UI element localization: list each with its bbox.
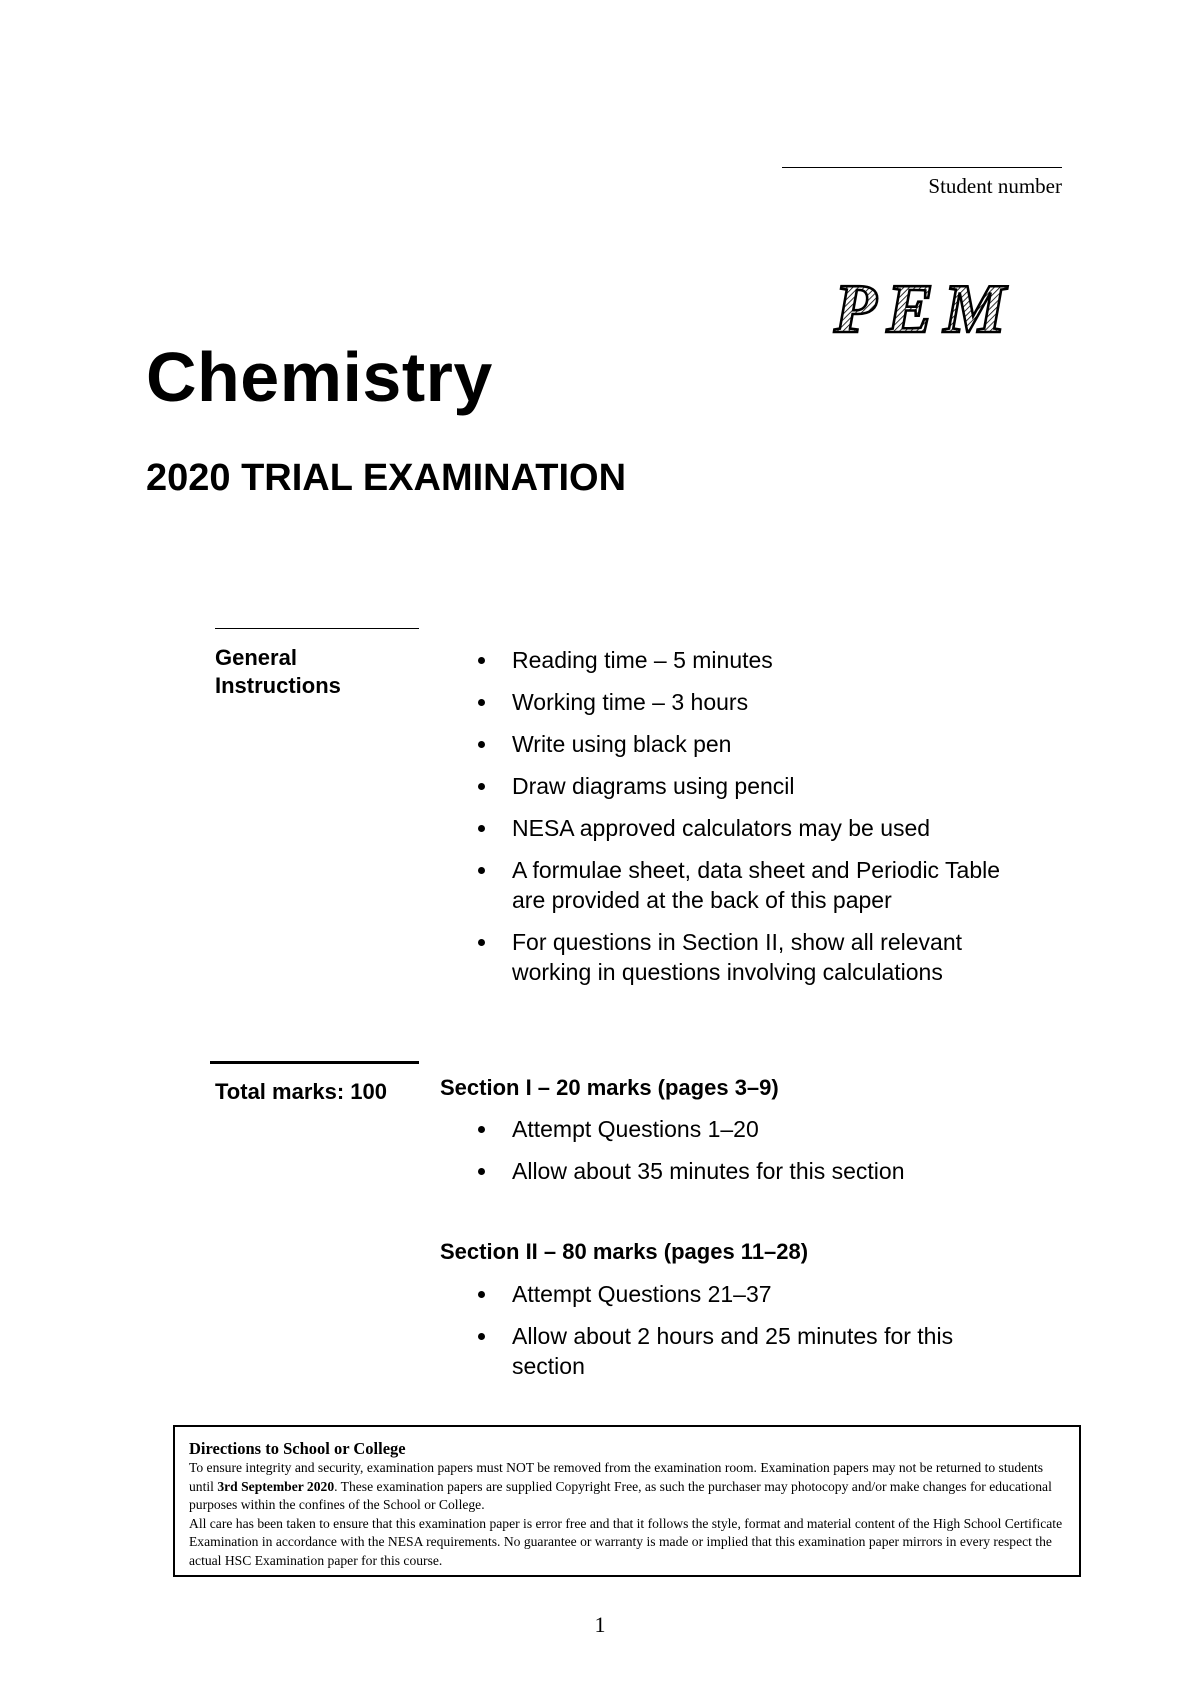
student-number-line [782, 167, 1062, 168]
list-item-text: Attempt Questions 1–20 [512, 1116, 759, 1142]
list-item-text-continued: section [512, 1353, 585, 1379]
list-item-text: Reading time – 5 minutes [512, 647, 773, 673]
bullet-icon [478, 1291, 485, 1298]
list-item-text: Working time – 3 hours [512, 689, 749, 715]
list-item [470, 771, 1090, 801]
list-item-text: A formulae sheet, data sheet and Periodic Table [512, 857, 1001, 883]
section-1-list [470, 1114, 1030, 1198]
list-item-text: Attempt Questions 21–37 [512, 1281, 772, 1307]
pem-logo-text: PEM [834, 271, 1016, 348]
bullet-icon [478, 939, 485, 946]
list-item [470, 687, 1090, 717]
bullet-icon [478, 867, 485, 874]
list-item [470, 927, 1090, 987]
list-item [470, 1114, 1030, 1144]
bullet-icon [478, 699, 485, 706]
directions-box [173, 1425, 1081, 1577]
directions-text: To ensure integrity and security, examination papers must NOT be removed from the examination room. Examination papers may not be returned to students until [189, 1460, 1044, 1494]
list-item [470, 645, 1090, 675]
general-instructions-rule [215, 628, 419, 629]
directions-date: 3rd September 2020 [217, 1478, 335, 1494]
list-item [470, 1279, 1030, 1309]
page-number: 1 [594, 1612, 606, 1637]
general-instructions-heading-line1: General [215, 645, 297, 670]
directions-title: Directions to School or College [189, 1439, 406, 1458]
pem-logo [830, 270, 1066, 348]
student-number-label: Student number [928, 174, 1062, 198]
general-instructions-list [470, 645, 1090, 999]
list-item [470, 1156, 1030, 1186]
exam-subtitle: 2020 TRIAL EXAMINATION [146, 457, 627, 499]
directions-paragraph-1 [189, 1459, 1065, 1515]
list-item-text: Allow about 2 hours and 25 minutes for this [512, 1323, 954, 1349]
list-item-text: NESA approved calculators may be used [512, 815, 931, 841]
section-2-list [470, 1279, 1030, 1393]
section-2-heading: Section II – 80 marks (pages 11–28) [440, 1239, 809, 1264]
bullet-icon [478, 783, 485, 790]
general-instructions-heading [215, 644, 405, 700]
bullet-icon [478, 1333, 485, 1340]
bullet-icon [478, 657, 485, 664]
list-item [470, 729, 1090, 759]
bullet-icon [478, 741, 485, 748]
list-item [470, 813, 1090, 843]
directions-text: . These examination papers are supplied Copyright Free, as such the purchaser may photocopy and/or make changes for educational purposes within the confines of the School or College. [189, 1478, 1052, 1513]
bullet-icon [478, 1168, 485, 1175]
list-item-text: Draw diagrams using pencil [512, 773, 795, 799]
directions-paragraph-2: All care has been taken to ensure that this examination paper is error free and that it follows the style, format and material content of the High School Certificate Examination in accordance with the NESA requirements. No guarantee or warranty is made or implied that this examination paper mirrors in every respect the actual HSC Examination paper for this course. [189, 1515, 1063, 1568]
bullet-icon [478, 825, 485, 832]
section-1-heading: Section I – 20 marks (pages 3–9) [440, 1075, 779, 1100]
general-instructions-heading-line2: Instructions [215, 673, 341, 698]
list-item-text: For questions in Section II, show all relevant [512, 929, 963, 955]
total-marks-rule [210, 1061, 419, 1064]
page-title: Chemistry [146, 338, 493, 416]
list-item [470, 855, 1090, 915]
bullet-icon [478, 1126, 485, 1133]
list-item-text-continued: are provided at the back of this paper [512, 887, 892, 913]
list-item-text: Allow about 35 minutes for this section [512, 1158, 905, 1184]
list-item-text: Write using black pen [512, 731, 732, 757]
list-item-text-continued: working in questions involving calculations [512, 959, 943, 985]
total-marks-label: Total marks: 100 [215, 1079, 388, 1104]
list-item [470, 1321, 1030, 1381]
